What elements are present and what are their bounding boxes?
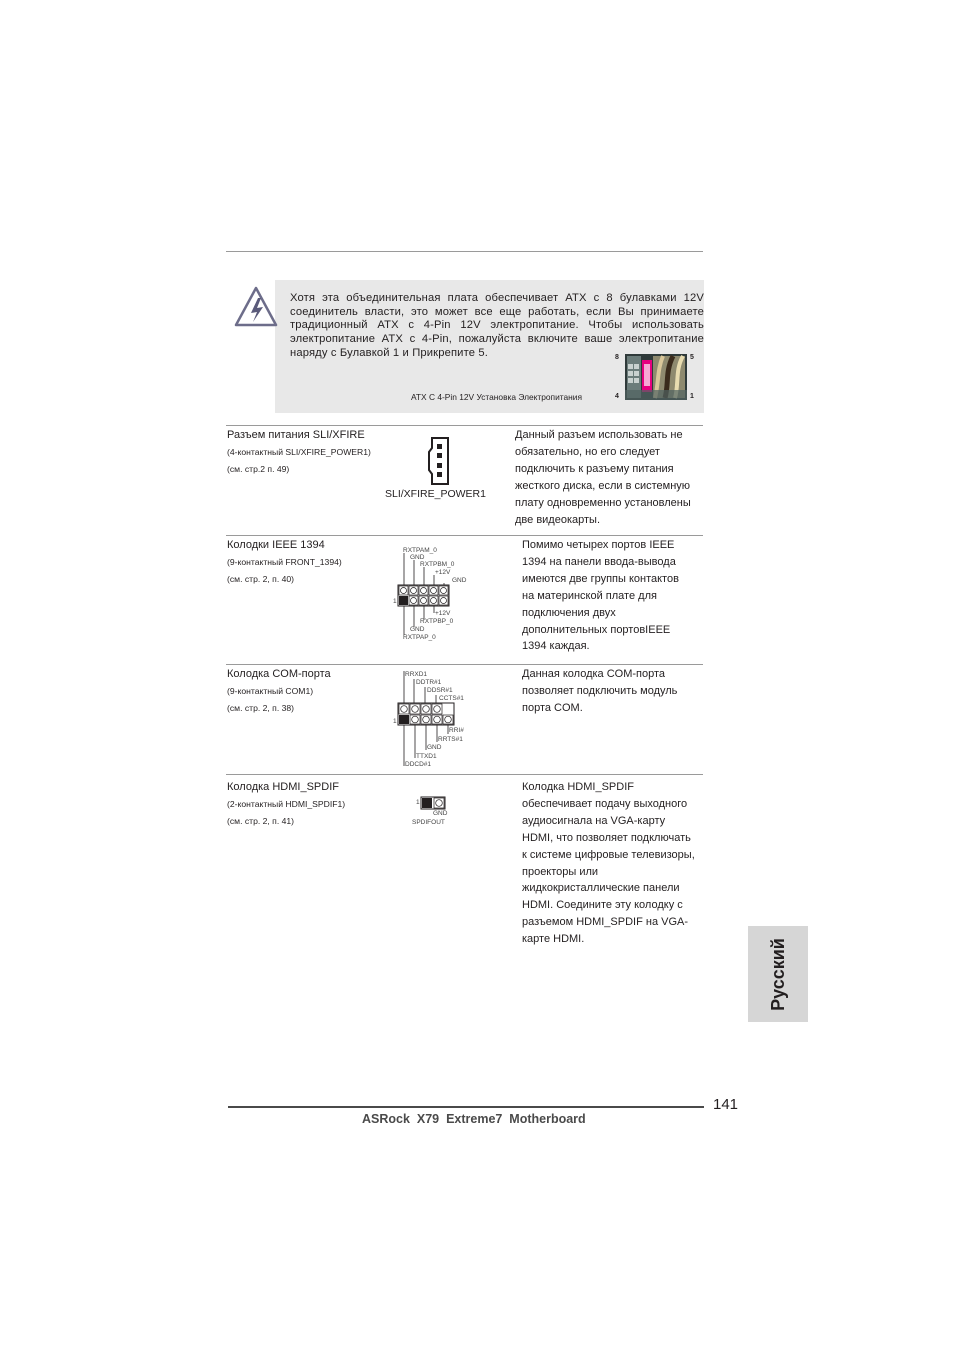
hdmi-desc-line: Колодка HDMI_SPDIF bbox=[522, 781, 634, 793]
pin-label-5: 5 bbox=[690, 354, 694, 361]
ieee-description bbox=[522, 537, 707, 655]
language-tab-label: Русский bbox=[767, 937, 788, 1011]
footer-product-name: ASRock X79 Extreme7 Motherboard bbox=[362, 1112, 586, 1126]
com-sub1: (9-контактный COM1) bbox=[227, 686, 314, 696]
section-rule-hdmi bbox=[226, 774, 703, 775]
pin-rrxd1: RRXD1 bbox=[405, 671, 428, 678]
pin-rxtpbm: RXTPBM_0 bbox=[420, 561, 455, 568]
sli-desc-line: плату одновременно установлены bbox=[515, 496, 691, 509]
sli-desc-line: две видеокарты. bbox=[515, 513, 601, 526]
hdmi-sub2: (см. стр. 2, п. 41) bbox=[227, 816, 295, 826]
pin-gnd-3: GND bbox=[410, 626, 425, 633]
hdmi-spdif-header-diagram bbox=[410, 794, 460, 826]
hdmi-sub1: (2-контактный HDMI_SPDIF1) bbox=[227, 799, 346, 809]
psu-caption: АТХ С 4-Pin 12V Установка Электропитания bbox=[411, 392, 582, 402]
page-number: 141 bbox=[713, 1096, 739, 1113]
hdmi-title: Колодка HDMI_SPDIF bbox=[227, 781, 339, 793]
warning-icon bbox=[233, 285, 279, 329]
ieee-desc-line: подключения двух bbox=[522, 606, 616, 619]
pin-one: 1 bbox=[393, 718, 397, 725]
pin-ddsr: DDSR#1 bbox=[427, 687, 453, 694]
hdmi-desc-line: к системе цифровые телевизоры, bbox=[522, 848, 695, 861]
pin-12v-b: +12V bbox=[435, 610, 451, 617]
ieee-desc-line: 1394 на панели ввода-вывода bbox=[522, 555, 676, 568]
ieee-desc-line: дополнительных портовIEEE bbox=[522, 623, 671, 636]
pin-rri: RRI# bbox=[449, 727, 464, 734]
pin-ddcd: DDCD#1 bbox=[405, 761, 432, 768]
pin-label-1: 1 bbox=[690, 393, 694, 400]
pin-rxtpbp: RXTPBP_0 bbox=[420, 618, 454, 625]
sli-description bbox=[515, 427, 705, 528]
hdmi-desc-line: разъемом HDMI_SPDIF на VGA- bbox=[522, 916, 689, 929]
hdmi-desc-line: HDMI. Соедините эту колодку с bbox=[522, 899, 683, 912]
sli-desc-line: подключить к разъему питания bbox=[515, 462, 674, 475]
hdmi-desc-line: жидкокристаллические панели bbox=[522, 882, 680, 895]
pin-ddtr: DDTR#1 bbox=[416, 679, 442, 686]
footer-rule bbox=[228, 1106, 704, 1108]
pin-ccts: CCTS#1 bbox=[439, 695, 464, 702]
ieee-desc-line: 1394 каждая. bbox=[522, 640, 590, 653]
sli-sub2: (см. стр.2 п. 49) bbox=[227, 464, 290, 474]
pin-one: 1 bbox=[393, 598, 397, 605]
section-rule-ieee bbox=[226, 535, 703, 536]
pin-rxtpam: RXTPAM_0 bbox=[403, 547, 437, 554]
ieee-title: Колодки IEEE 1394 bbox=[227, 539, 325, 551]
warning-text: Хотя эта объединительная плата обеспечивает АТХ с 8 булавками 12V соединитель власти, это может все еще работать, если Вы принимаете традиционный АТХ с 4-Pin 12V электропитание. Чтобы использовать электропитание АТХ с 4-Pin, пожалуйста включите ваше электропитание наряду с Булавкой 1 и Прикрепите 5. bbox=[290, 292, 704, 359]
hdmi-desc-line: аудиосигнала на VGA-карту bbox=[522, 814, 666, 827]
sli-desc-line: обязательно, но его следует bbox=[515, 445, 660, 458]
language-tab bbox=[748, 926, 808, 1022]
ieee-desc-line: имеются две группы контактов bbox=[522, 572, 679, 585]
sli-desc-line: жесткого диска, если в системную bbox=[515, 479, 691, 492]
sli-desc-line: Данный разъем использовать не bbox=[515, 429, 683, 441]
pin-one: 1 bbox=[416, 799, 420, 806]
ieee-sub1: (9-контактный FRONT_1394) bbox=[227, 557, 342, 567]
com-desc-line: Данная колодка COM-порта bbox=[522, 668, 666, 680]
sli-sub1: (4-контактный SLI/XFIRE_POWER1) bbox=[227, 447, 371, 457]
sli-diagram-label: SLI/XFIRE_POWER1 bbox=[385, 488, 486, 500]
com-description bbox=[522, 666, 707, 717]
com-title: Колодка COM-порта bbox=[227, 668, 331, 680]
hdmi-desc-line: обеспечивает подачу выходного bbox=[522, 797, 688, 810]
pin-label-8: 8 bbox=[615, 354, 619, 361]
hdmi-description bbox=[522, 779, 712, 948]
pin-ttxd1: TTXD1 bbox=[416, 753, 437, 760]
atx-4pin-psu-photo bbox=[625, 354, 687, 400]
top-rule bbox=[226, 251, 703, 252]
com-sub2: (см. стр. 2, п. 38) bbox=[227, 703, 295, 713]
section-rule-sli bbox=[226, 425, 703, 426]
com-desc-line: позволяет подключить модуль bbox=[522, 684, 678, 697]
pin-rrts: RRTS#1 bbox=[438, 736, 463, 743]
pin-gnd-1: GND bbox=[410, 554, 425, 561]
sli-title: Разъем питания SLI/XFIRE bbox=[227, 429, 365, 441]
hdmi-desc-line: карте HDMI. bbox=[522, 933, 585, 946]
ieee-sub2: (см. стр. 2, п. 40) bbox=[227, 574, 295, 584]
com-desc-line: порта COM. bbox=[522, 701, 583, 714]
pin-spdifout: SPDIFOUT bbox=[412, 819, 445, 826]
pin-gnd: GND bbox=[427, 744, 442, 751]
ieee1394-header-diagram bbox=[390, 543, 470, 643]
ieee-desc-line: Помимо четырех портов IEEE bbox=[522, 539, 675, 551]
hdmi-desc-line: проекторы или bbox=[522, 865, 599, 878]
pin-gnd-2: GND bbox=[452, 577, 467, 584]
sli-connector-diagram bbox=[428, 436, 452, 486]
pin-rxtpap: RXTPAP_0 bbox=[403, 634, 436, 641]
com-header-diagram bbox=[390, 668, 475, 772]
pin-12v-a: +12V bbox=[435, 569, 451, 576]
section-rule-com bbox=[226, 664, 703, 665]
ieee-desc-line: на материнской плате для bbox=[522, 589, 657, 602]
hdmi-desc-line: HDMI, что позволяет подключать bbox=[522, 831, 691, 844]
pin-gnd: GND bbox=[433, 810, 448, 817]
pin-label-4: 4 bbox=[615, 393, 619, 400]
